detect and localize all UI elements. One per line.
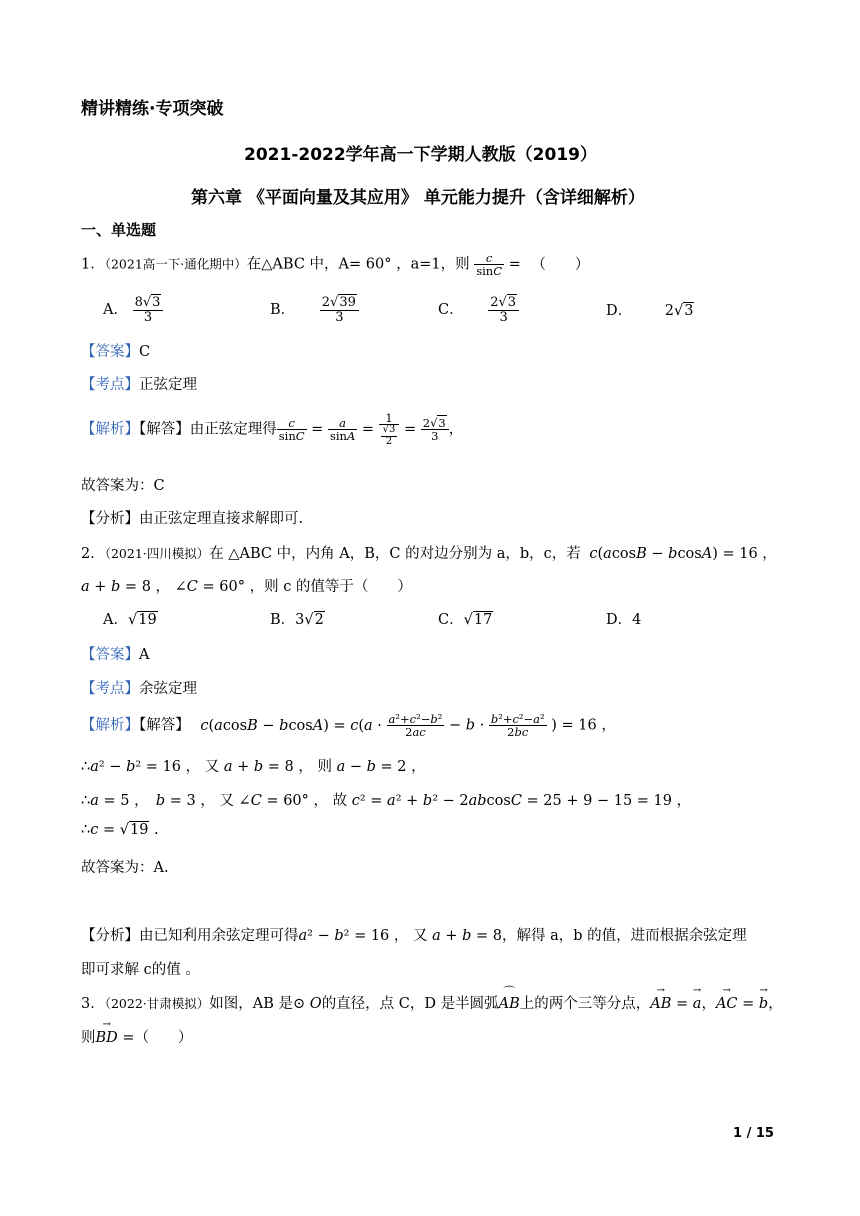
point-value: 正弦定理 [139, 377, 197, 393]
point-line [81, 373, 197, 394]
option-value: $\frac{2√3}{3}$ [488, 296, 519, 324]
option-c[interactable] [438, 608, 493, 629]
question-text-3: 上的两个三等分点， [519, 996, 651, 1012]
question-source: （2022·甘肃模拟） [104, 996, 210, 1011]
option-value: 2√3 [664, 303, 694, 319]
option-label: B． [270, 302, 296, 319]
solution-tag: 【解答】 [139, 421, 190, 438]
answer-value: A [139, 647, 150, 663]
option-label: D． [606, 612, 633, 628]
fenxi-line [81, 507, 303, 528]
question-3-stem-line2: 则→ BD =（ ） [81, 1026, 193, 1047]
option-label: B． [270, 612, 296, 628]
answer-tag: 【答案】 [81, 647, 139, 663]
answer-line [81, 340, 150, 361]
fenxi-tag: 【分析】 [81, 928, 139, 944]
option-b[interactable] [270, 296, 359, 324]
section-heading: 一、单选题 [81, 221, 157, 239]
question-1-stem: 1．（2021高一下·通化期中）在△ABC 中，A= 60° ，a=1，则 $\frac{c}{\sin C}$ = （ ） [81, 251, 590, 279]
analysis-line: 【解析】【解答】由正弦定理得 $\frac{c}{\sin C}$ = $\frac{a}{\sin A}$ = $\frac{1}{\frac{√3}{2}}$ = $\frac{2√3}{3}$ ， [81, 411, 464, 447]
fraction-c-over-sinC: $\frac{c}{\sin C}$ [476, 251, 503, 279]
question-text: 在 △ABC 中，内角 A，B，C 的对边分别为 a，b，c，若 [209, 546, 581, 562]
question-number: 2． [81, 546, 105, 562]
question-2-stem: 2．（2021·四川模拟）在 △ABC 中，内角 A，B，C 的对边分别为 a，b，c，若 c(acosB − bcosA) = 16 ， [81, 546, 777, 562]
option-label: A． [103, 302, 128, 319]
question-2-stem-line2: a + b = 8 ， ∠C = 60° ，则 c 的值等于（ ） [81, 579, 412, 595]
question-text-4: 则 [81, 1030, 96, 1046]
fenxi-line-2: 即可求解 c的值 。 [81, 962, 200, 978]
option-value: $\frac{2√39}{3}$ [320, 296, 359, 324]
question-tail: （ ） [134, 1030, 193, 1046]
solution-text: 由正弦定理得 [189, 421, 277, 438]
analysis-line: 【解析】【解答】 c(acosB − bcosA) = c(a · $\frac{\text{a²+c²−b²}}{2ac}$ − b · $\frac{\text{b²+c²−a²}}{2bc}$ ) = 16 ， [81, 712, 616, 740]
question-text: 如图，AB 是 [209, 996, 294, 1012]
derivation-line-2: ∴a = 5 ， b = 3 ， 又 ∠C = 60° ， 故 c² = a² + b² − 2abcosC = 25 + 9 − 15 = 19 ， [81, 793, 692, 809]
document-subtitle: 2021-2022学年高一下学期人教版（2019） [244, 145, 597, 165]
answer-line [81, 643, 149, 664]
conclusion: 故答案为：C [81, 478, 165, 494]
point-line [81, 677, 197, 698]
option-a[interactable] [103, 296, 163, 324]
option-value: 3√2 [295, 612, 324, 628]
option-a[interactable] [103, 608, 158, 629]
option-d[interactable] [606, 299, 694, 320]
option-label: A． [103, 612, 128, 628]
option-value: √19 [127, 612, 157, 628]
question-source: （2021高一下·通化期中） [104, 256, 247, 272]
question-text-tail: ，则 c 的值等于（ ） [249, 579, 412, 595]
point-tag: 【考点】 [81, 377, 139, 393]
point-value: 余弦定理 [139, 681, 197, 697]
question-number: 1． [81, 256, 105, 273]
fenxi-tag: 【分析】 [81, 511, 139, 527]
question-3-stem: 3．（2022·甘肃模拟）如图，AB 是⊙ O的直径，点 C，D 是半圆弧⌒ AB上的两个三等分点，→ AB = → a，→ AC = → b， [81, 992, 783, 1013]
page-number: 1 / 15 [733, 1126, 774, 1141]
question-text: 在△ABC 中，A= 60° ，a=1，则 [246, 256, 470, 273]
question-source: （2021·四川模拟） [104, 546, 210, 561]
question-tail: （ ） [531, 256, 590, 273]
derivation-line-1: ∴a² − b² = 16 ， 又 a + b = 8 ， 则 a − b = 2 ， [81, 759, 426, 775]
option-label: D． [606, 303, 633, 319]
fenxi-text: 由已知利用余弦定理可得 [139, 928, 299, 944]
series-title: 精讲精练·专项突破 [81, 99, 224, 119]
option-label: C． [438, 302, 464, 319]
question-text-2: 的直径，点 C，D 是半圆弧 [321, 996, 499, 1012]
question-number: 3． [81, 996, 105, 1012]
option-value: $\frac{8√3}{3}$ [133, 296, 164, 324]
option-value: √17 [463, 612, 493, 628]
option-label: C． [438, 612, 464, 628]
fenxi-text-2: ，解得 a，b 的值，进而根据余弦定理 [502, 928, 747, 944]
conclusion: 故答案为：A. [81, 860, 169, 876]
solution-tag: 【解答】 [139, 717, 190, 734]
option-value: 4 [632, 612, 642, 628]
point-tag: 【考点】 [81, 681, 139, 697]
analysis-tag: 【解析】 [81, 421, 139, 438]
option-d[interactable] [606, 608, 641, 629]
fenxi-line: 【分析】由已知利用余弦定理可得a² − b² = 16 ， 又 a + b = 8，解得 a，b 的值，进而根据余弦定理 [81, 928, 747, 944]
derivation-line-3: ∴c = √19 . [81, 822, 159, 838]
option-b[interactable] [270, 608, 325, 629]
fenxi-text: 由正弦定理直接求解即可. [139, 511, 304, 527]
document-title: 第六章 《平面向量及其应用》 单元能力提升（含详细解析） [191, 188, 645, 208]
answer-value: C [139, 344, 151, 360]
analysis-tag: 【解析】 [81, 717, 139, 734]
option-c[interactable] [438, 296, 519, 324]
answer-tag: 【答案】 [81, 344, 139, 360]
